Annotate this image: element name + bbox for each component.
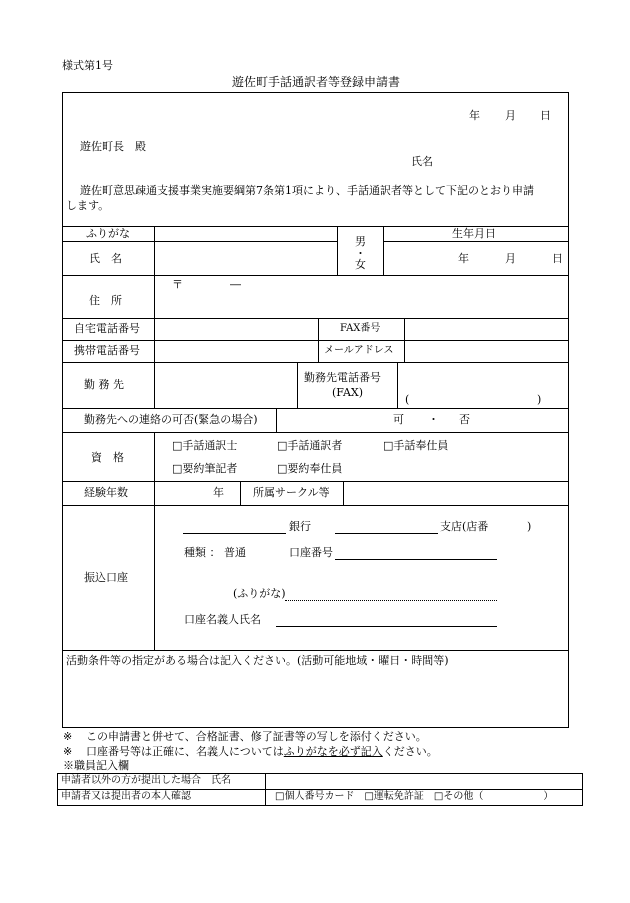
note2-mark: ※ (63, 745, 73, 758)
fax-input[interactable] (405, 319, 567, 339)
form-border-right (568, 92, 569, 728)
intro-text-line2: します。 (66, 199, 110, 212)
work-phone-paren-open: ( (405, 393, 410, 406)
email-input[interactable] (405, 341, 567, 361)
staff-submitter-name-input[interactable] (266, 774, 581, 788)
staff-id-options[interactable]: □個人番号カード □運転免許証 □その他（ ） (275, 791, 554, 802)
form-border-bottom (62, 727, 569, 728)
email-label: メールアドレス (324, 345, 394, 356)
qual-checkbox-volunteer[interactable]: □手話奉仕員 (383, 439, 449, 452)
applicant-name-label[interactable]: 氏名 (411, 155, 433, 168)
form-number: 様式第1号 (62, 59, 113, 72)
affiliated-circle-input[interactable] (344, 482, 567, 504)
branch-name-line[interactable] (335, 533, 438, 534)
work-phone-paren-close: ) (537, 393, 542, 406)
bank-label: 銀行 (289, 520, 311, 533)
account-type: 種類 ： 普通 (184, 546, 246, 559)
mobile-phone-input[interactable] (155, 341, 317, 361)
staff-submitter-name-label: 申請者以外の方が提出した場合 氏名 (61, 775, 231, 786)
birthdate-header: 生年月日 (452, 227, 496, 240)
birth-month[interactable]: 月 (505, 252, 516, 265)
staff-section-label: ※職員記入欄 (63, 759, 129, 772)
qual-checkbox-interpreter[interactable]: □手話通訳者 (277, 439, 343, 452)
emergency-not-possible[interactable]: 否 (459, 413, 470, 426)
affiliated-circle-label: 所属サークル等 (253, 486, 330, 499)
name-input[interactable] (155, 242, 336, 274)
account-number-label: 口座番号 (289, 546, 333, 559)
qual-checkbox-interpreter-certified[interactable]: □手話通訳士 (172, 439, 238, 452)
emergency-possible[interactable]: 可 (393, 413, 404, 426)
note-attach-documents: この申請書と併せて、合格証書、修了証書等の写しを添付ください。 (86, 730, 427, 743)
branch-label: 支店(店番 (440, 520, 489, 533)
form-border-top (62, 92, 569, 93)
qual-checkbox-summary-volunteer[interactable]: □要約奉仕員 (277, 462, 343, 475)
emergency-contact-label: 勤務先への連絡の可否(緊急の場合) (84, 413, 258, 426)
birth-day[interactable]: 日 (552, 252, 563, 265)
page-title: 遊佐町手話通訳者等登録申請書 (232, 75, 401, 89)
account-number-line[interactable] (335, 559, 497, 560)
work-phone-fax-label: (FAX) (332, 386, 364, 399)
intro-text-line1: 遊佐町意思疎通支援事業実施要綱第7条第1項により、手話通訳者等として下記のとおり申請 (80, 184, 534, 197)
gender-dot: ・ (355, 247, 366, 260)
postal-mark: 〒 (172, 278, 183, 291)
experience-years-input[interactable] (155, 482, 239, 504)
mobile-phone-label: 携帯電話番号 (74, 344, 140, 357)
emergency-separator: ・ (428, 413, 439, 426)
postal-dash: ― (230, 278, 241, 291)
branch-close-paren: ) (527, 520, 532, 533)
gender-female[interactable]: 女 (355, 258, 366, 271)
activity-conditions-input[interactable] (63, 670, 567, 726)
date-year[interactable]: 年 (469, 109, 480, 122)
qualification-label: 資 格 (91, 451, 124, 464)
address-label: 住 所 (89, 294, 122, 307)
date-day[interactable]: 日 (540, 109, 551, 122)
birth-year[interactable]: 年 (458, 252, 469, 265)
bank-transfer-label: 振込口座 (84, 571, 128, 584)
experience-years-label: 経験年数 (84, 486, 128, 499)
note1-mark: ※ (63, 730, 73, 743)
address-input[interactable] (155, 276, 568, 317)
home-phone-input[interactable] (155, 319, 317, 339)
workplace-label: 勤 務 先 (84, 378, 124, 391)
activity-conditions-label: 活動条件等の指定がある場合は記入ください。(活動可能地域・曜日・時間等) (66, 654, 449, 667)
work-phone-label: 勤務先電話番号 (304, 371, 381, 384)
gender-male[interactable]: 男 (355, 235, 366, 248)
fax-label: FAX番号 (340, 323, 381, 334)
workplace-input[interactable] (155, 363, 296, 407)
qual-checkbox-summary-writer[interactable]: □要約筆記者 (172, 462, 238, 475)
date-month[interactable]: 月 (505, 109, 516, 122)
experience-years-unit: 年 (213, 486, 224, 499)
holder-furigana-line[interactable] (285, 600, 497, 601)
holder-furigana-label: (ふりがな) (233, 587, 286, 600)
account-holder-line[interactable] (276, 626, 497, 627)
furigana-input[interactable] (155, 227, 336, 240)
form-border-left (62, 92, 63, 728)
account-holder-label: 口座名義人氏名 (184, 613, 261, 626)
home-phone-label: 自宅電話番号 (74, 322, 140, 335)
staff-identity-check-label: 申請者又は提出者の本人確認 (61, 791, 191, 802)
addressee: 遊佐町長 殿 (80, 140, 146, 153)
furigana-label: ふりがな (86, 227, 130, 240)
name-label: 氏 名 (89, 252, 122, 265)
bank-name-line[interactable] (183, 533, 286, 534)
work-phone-input[interactable] (398, 363, 567, 407)
note-account-accuracy: 口座番号等は正確に、名義人についてはふりがなを必ず記入ください。 (86, 745, 438, 758)
